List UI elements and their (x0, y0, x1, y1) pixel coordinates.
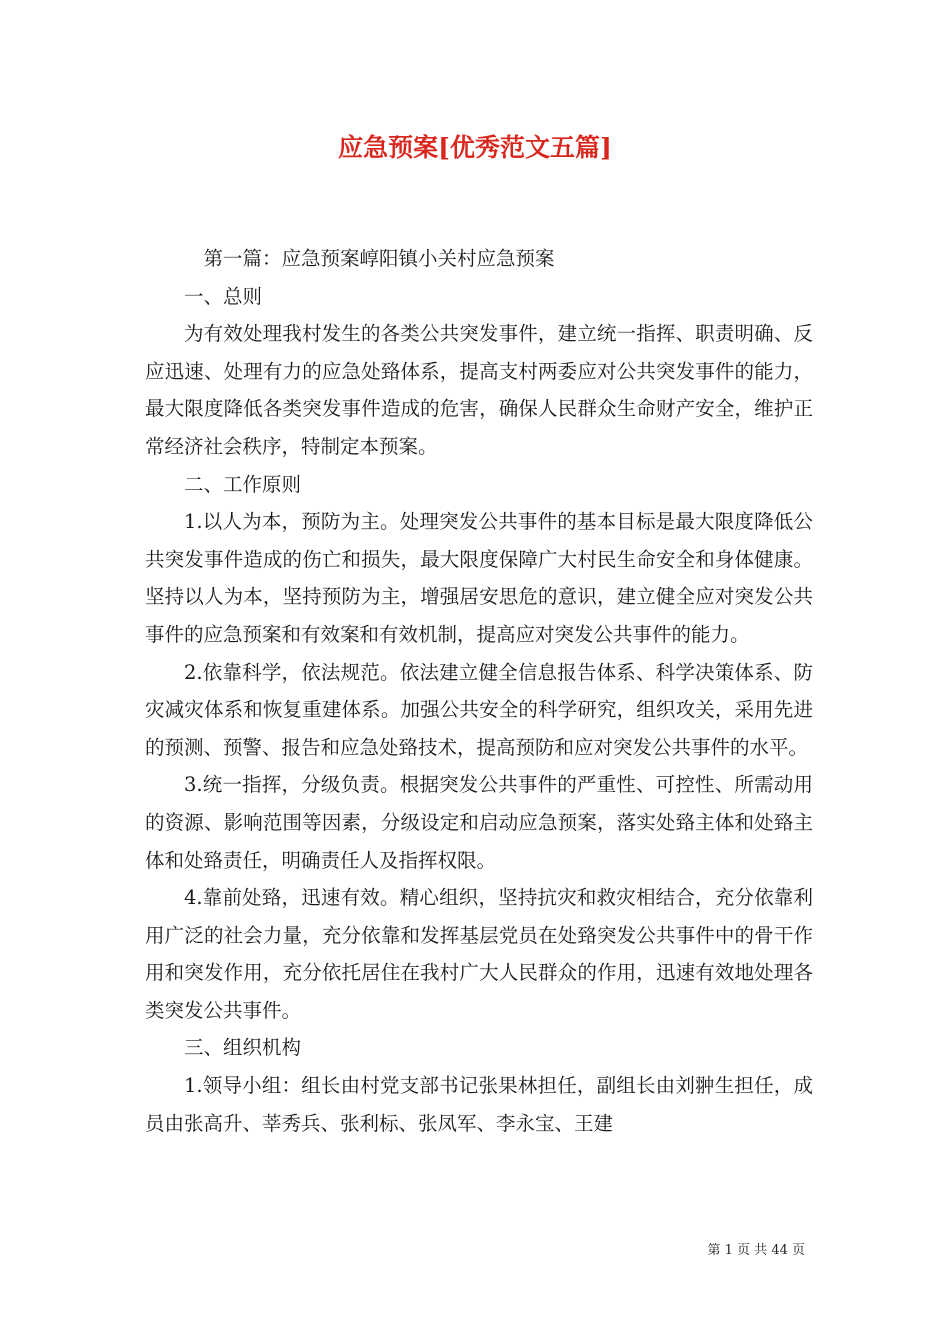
paragraph: 为有效处理我村发生的各类公共突发事件，建立统一指挥、职责明确、反应迅速、处理有力的应急处臵体系，提高支村两委应对公共突发事件的能力，最大限度降低各类突发事件造成的危害，确保人民群众生命财产安全，维护正常经济社会秩序，特制定本预案。 (145, 322, 813, 458)
paragraph: 1.以人为本，预防为主。处理突发公共事件的基本目标是最大限度降低公共突发事件造成的伤亡和损失，最大限度保障广大村民生命安全和身体健康。坚持以人为本，坚持预防为主，增强居安思危的意识，建立健全应对突发公共事件的应急预案和有效案和有效机制，提高应对突发公共事件的能力。 (145, 510, 813, 646)
document-body (145, 240, 813, 1142)
section-title: 第一篇：应急预案崞阳镇小关村应急预案 (203, 247, 555, 270)
paragraph: 4.靠前处臵，迅速有效。精心组织，坚持抗灾和救灾相结合，充分依靠利用广泛的社会力量，充分依靠和发挥基层党员在处臵突发公共事件中的骨干作用和突发作用，充分依托居住在我村广大人民群众的作用，迅速有效地处理各类突发公共事件。 (145, 886, 813, 1022)
document-title: 应急预案[优秀范文五篇] (338, 133, 612, 162)
paragraph: 2.依靠科学，依法规范。依法建立健全信息报告体系、科学决策体系、防灾减灾体系和恢复重建体系。加强公共安全的科学研究，组织攻关，采用先进的预测、预警、报告和应急处臵技术，提高预防和应对突发公共事件的水平。 (145, 660, 813, 759)
heading-organization: 三、组织机构 (184, 1036, 302, 1060)
heading-general-principles: 一、总则 (184, 284, 263, 308)
heading-work-principles: 二、工作原则 (184, 472, 302, 496)
paragraph: 3.统一指挥，分级负责。根据突发公共事件的严重性、可控性、所需动用的资源、影响范围等因素，分级设定和启动应急预案，落实处臵主体和处臵主体和处臵责任，明确责任人及指挥权限。 (145, 773, 813, 872)
page-number: 第 1 页 共 44 页 (707, 1243, 805, 1258)
paragraph: 1.领导小组：组长由村党支部书记张果林担任，副组长由刘翀生担任，成员由张高升、莘秀兵、张利标、张凤军、李永宝、王建 (145, 1074, 813, 1135)
